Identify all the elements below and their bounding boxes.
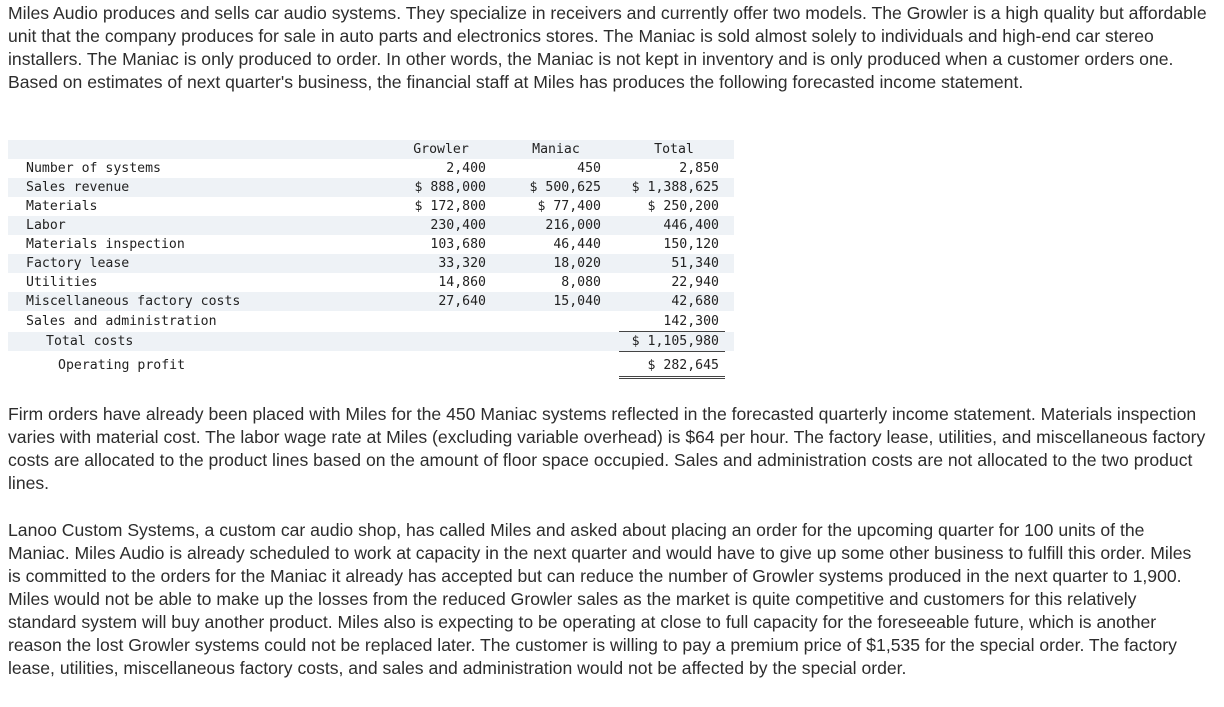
- growler-value: 27,640: [438, 294, 486, 309]
- maniac-value: 46,440: [553, 237, 601, 252]
- table-row: [8, 273, 734, 292]
- total-value: $ 250,200: [647, 199, 719, 214]
- growler-value: 103,680: [430, 237, 486, 252]
- row-label: Labor: [26, 218, 66, 233]
- maniac-value: 15,040: [553, 294, 601, 309]
- double-rule-bottom: [619, 378, 725, 379]
- header-total: Total: [654, 142, 694, 157]
- growler-value: 33,320: [438, 256, 486, 271]
- row-label: Sales and administration: [26, 314, 217, 329]
- total-value: 150,120: [663, 237, 719, 252]
- table-row: [8, 197, 734, 216]
- row-label: Sales revenue: [26, 180, 130, 195]
- total-value: 42,680: [671, 294, 719, 309]
- total-value: 446,400: [663, 218, 719, 233]
- growler-value: 2,400: [446, 161, 486, 176]
- table-header-row: [8, 140, 734, 159]
- table-row: [8, 254, 734, 273]
- income-statement-table: [8, 140, 734, 380]
- maniac-value: $ 500,625: [529, 180, 601, 195]
- table-row: [8, 216, 734, 235]
- intro-paragraph: Miles Audio produces and sells car audio systems. They specialize in receivers and currently offer two models. The Growler is a high quality but affordable unit that the company produces for sale in auto parts and electronics stores. The Maniac is sold almost solely to individuals and high-end car stereo installers. The Maniac is only produced to order. In other words, the Maniac is not kept in inventory and is only produced when a customer orders one. Based on estimates of next quarter's business, the financial staff at Miles has produces the following forecasted income statement.: [8, 3, 1207, 92]
- operating-profit-row: [8, 356, 734, 375]
- table-row: [8, 178, 734, 197]
- total-value: $ 282,645: [647, 358, 719, 373]
- row-label: Utilities: [26, 275, 98, 290]
- row-label: Operating profit: [58, 358, 186, 373]
- row-label: Miscellaneous factory costs: [26, 294, 241, 309]
- total-value: 51,340: [671, 256, 719, 271]
- growler-value: 14,860: [438, 275, 486, 290]
- maniac-value: $ 77,400: [537, 199, 601, 214]
- header-growler: Growler: [413, 142, 469, 157]
- total-value: 22,940: [671, 275, 719, 290]
- special-order-paragraph: Lanoo Custom Systems, a custom car audio shop, has called Miles and asked about placing an order for the upcoming quarter for 100 units of the Maniac. Miles Audio is already scheduled to work at capacity in the next quarter and would have to give up some other business to fulfill this order. Miles is committed to the orders for the Maniac it already has accepted but can reduce the number of Growler systems produced in the next quarter to 1,900. Miles would not be able to make up the losses from the reduced Growler sales as the market is quite competitive and customers for this relatively standard system will buy another product. Miles also is expecting to be operating at close to full capacity for the foreseeable future, which is another reason the lost Growler systems could not be replaced later. The customer is willing to pay a premium price of $1,535 for the special order. The factory lease, utilities, miscellaneous factory costs, and sales and administration would not be affected by the special order.: [8, 520, 1192, 678]
- table-row: [8, 292, 734, 311]
- total-value: 142,300: [663, 314, 719, 329]
- table-row: [8, 312, 734, 331]
- firm-orders-paragraph: Firm orders have already been placed with Miles for the 450 Maniac systems reflected in the forecasted quarterly income statement. Materials inspection varies with material cost. The labor wage rate at Miles (excluding variable overhead) is $64 per hour. The factory lease, utilities, and miscellaneous factory costs are allocated to the product lines based on the amount of floor space occupied. Sales and administration costs are not allocated to the two product lines.: [8, 404, 1206, 493]
- maniac-value: 8,080: [561, 275, 601, 290]
- row-label: Materials: [26, 199, 98, 214]
- row-label: Materials inspection: [26, 237, 185, 252]
- growler-value: $ 888,000: [414, 180, 486, 195]
- header-maniac: Maniac: [532, 142, 580, 157]
- maniac-value: 18,020: [553, 256, 601, 271]
- total-value: $ 1,105,980: [631, 334, 719, 349]
- double-rule-top: [619, 376, 725, 377]
- maniac-value: 216,000: [545, 218, 601, 233]
- row-label: Total costs: [46, 334, 134, 349]
- total-value: $ 1,388,625: [631, 180, 719, 195]
- growler-value: 230,400: [430, 218, 486, 233]
- row-label: Number of systems: [26, 161, 161, 176]
- table-row: [8, 235, 734, 254]
- maniac-value: 450: [577, 161, 601, 176]
- total-value: 2,850: [679, 161, 719, 176]
- row-label: Factory lease: [26, 256, 130, 271]
- table-row: [8, 159, 734, 178]
- total-rule: [619, 351, 725, 352]
- total-costs-row: [8, 332, 734, 351]
- growler-value: $ 172,800: [414, 199, 486, 214]
